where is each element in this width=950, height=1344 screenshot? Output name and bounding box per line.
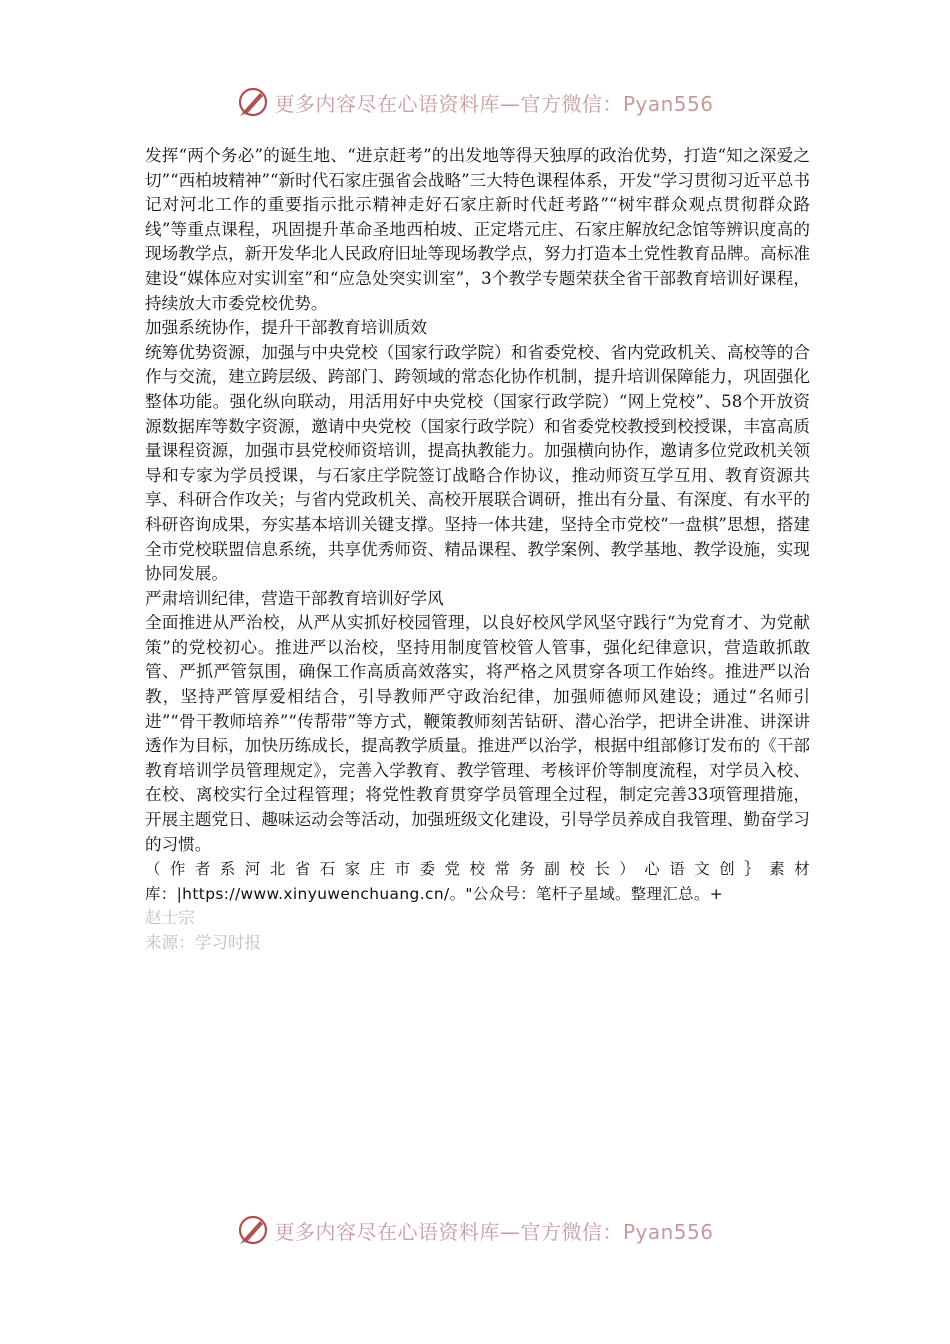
source-line: 来源：学习时报 [145, 933, 262, 952]
article-body [145, 144, 810, 956]
top-banner [0, 82, 950, 122]
pen-icon [236, 85, 270, 119]
paragraph-2: 统筹优势资源，加强与中央党校（国家行政学院）和省委党校、省内党政机关、高校等的合作与交流，建立跨层级、跨部门、跨领域的常态化协作机制，提升培训保障能力，巩固强化整体功能。强化纵向联动，用活用好中央党校（国家行政学院）“网上党校”、58个开放资源数据库等数字资源，邀请中央党校（国家行政学院）和省委党校教授到校授课，丰富高质量课程资源，加强市县党校师资培训，提高执教能力。加强横向协作，邀请多位党政机关领导和专家为学员授课，与石家庄学院签订战略合作协议，推动师资互学互用、教育资源共享、科研合作攻关；与省内党政机关、高校开展联合调研，推出有分量、有深度、有水平的科研咨询成果，夯实基本培训关键支撑。坚持一体共建，坚持全市党校“一盘棋”思想，搭建全市党校联盟信息系统，共享优秀师资、精品课程、教学案例、教学基地、教学设施，实现协同发展。 [145, 342, 810, 584]
author-name: 赵士宗 [145, 908, 195, 928]
paragraph-3: 全面推进从严治校，从严从实抓好校园管理，以良好校风学风坚守践行“为党育才、为党献策”的党校初心。推进严以治校，坚持用制度管校管人管事，强化纪律意识，营造敢抓敢管、严抓严管氛围，确保工作高质高效落实，将严格之风贯穿各项工作始终。推进严以治教，坚持严管厚爱相结合，引导教师严守政治纪律，加强师德师风建设；通过“名师引进”“骨干教师培养”“传帮带”等方式，鞭策教师刻苦钻研、潜心治学，把讲全讲准、讲深讲透作为目标，加快历练成长，提高教学质量。推进严以治学，根据中组部修订发布的《干部教育培训学员管理规定》，完善入学教育、教学管理、考核评价等制度流程，对学员入校、在校、离校实行全过程管理；将党性教育贯穿学员管理全过程，制定完善33项管理措施，开展主题党日、趣味运动会等活动，加强班级文化建设，引导学员养成自我管理、勤奋学习的习惯。 [145, 613, 810, 854]
banner-text: 更多内容尽在心语资料库—官方微信：Pyan556 [274, 1219, 714, 1244]
banner-text: 更多内容尽在心语资料库—官方微信：Pyan556 [274, 91, 714, 116]
section-heading-2: 严肃培训纪律，营造干部教育培训好学风 [145, 588, 444, 608]
pen-icon [236, 1213, 270, 1247]
paragraph-1: 发挥“两个务必”的诞生地、“进京赶考”的出发地等得天独厚的政治优势，打造“知之深爱之切”“西柏坡精神”“新时代石家庄强省会战略”三大特色课程体系，开发“学习贯彻习近平总书记对河北工作的重要指示批示精神走好石家庄新时代赶考路”“树牢群众观点贯彻群众路线”等重点课程，巩固提升革命圣地西柏坡、正定塔元庄、石家庄解放纪念馆等辨识度高的现场教学点，新开发华北人民政府旧址等现场教学点，努力打造本土党性教育品牌。高标准建设“媒体应对实训室”和“应急处突实训室”，3个教学专题荣获全省干部教育培训好课程，持续放大市委党校优势。 [145, 146, 810, 313]
bottom-banner [0, 1210, 950, 1250]
section-heading-1: 加强系统协作，提升干部教育培训质效 [145, 318, 428, 338]
author-note: （作者系河北省石家庄市委党校常务副校长）心语文创｝素材库：|https://www.xinyuwenchuang.cn/。"公众号：笔杆子星域。整理汇总。+ [145, 860, 810, 903]
